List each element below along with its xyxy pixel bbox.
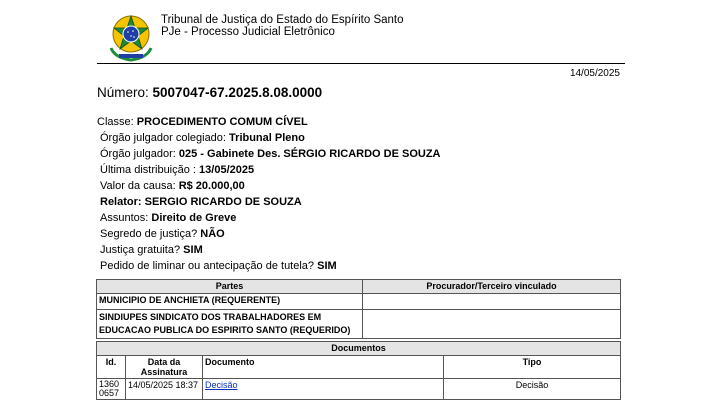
field-label: Justiça gratuita? [100,244,181,256]
field-label: Classe: [97,116,134,128]
field-orgao-julgador [97,146,441,162]
table-row [97,294,621,310]
procurador-column-header: Procurador/Terceiro vinculado [363,280,621,294]
doc-id-cell: 13600657 [97,379,126,400]
doc-type-cell: Decisão [444,379,621,400]
id-column-header: Id. [97,356,126,379]
documentos-header-row [97,356,621,379]
field-classe [97,114,441,130]
partes-header-row [97,280,621,294]
field-value: PROCEDIMENTO COMUM CÍVEL [136,116,308,128]
table-row [97,379,621,400]
documento-column-header: Documento [203,356,444,379]
tipo-column-header: Tipo [444,356,621,379]
court-name: Tribunal de Justiça do Estado do Espírito Santo [161,14,404,26]
field-value: SERGIO RICARDO DE SOUZA [144,196,302,208]
documentos-caption-row [97,342,621,356]
field-value: Direito de Greve [151,212,237,224]
partes-column-header: Partes [97,280,363,294]
process-number-label: Número: [97,85,149,100]
field-value: Tribunal Pleno [229,132,305,144]
field-label: Pedido de liminar ou antecipação de tutela? [100,260,315,272]
system-name: PJe - Processo Judicial Eletrônico [161,26,335,38]
field-label: Órgão julgador: [100,148,176,160]
field-relator [97,194,441,210]
field-label: Última distribuição : [100,164,196,176]
process-number [97,85,322,100]
parte-cell: SINDIUPES SINDICATO DOS TRABALHADORES EM EDUCACAO PUBLICA DO ESPIRITO SANTO (REQUERIDO) [97,310,363,339]
field-label: Órgão julgador colegiado: [100,132,226,144]
field-label: Relator: [100,196,142,208]
document-date: 14/05/2025 [569,68,620,79]
field-value: 025 - Gabinete Des. SÉRGIO RICARDO DE SOUZA [178,148,441,160]
field-value: NÃO [200,228,225,240]
documentos-table [96,341,621,400]
document-link[interactable]: Decisão [205,380,238,390]
partes-table [96,279,621,339]
procurador-cell [363,310,621,339]
field-ultima-distribuicao [97,162,441,178]
brazil-coat-of-arms-icon [105,10,157,62]
data-column-header: Data da Assinatura [126,356,203,379]
field-label: Valor da causa: [100,180,176,192]
field-value: R$ 20.000,00 [178,180,245,192]
parte-cell: MUNICIPIO DE ANCHIETA (REQUERENTE) [97,294,363,310]
process-number-value: 5007047-67.2025.8.08.0000 [152,85,323,100]
documentos-caption: Documentos [97,342,621,356]
header-divider [97,63,625,64]
doc-date-cell: 14/05/2025 18:37 [126,379,203,400]
procurador-cell [363,294,621,310]
document-header [97,8,625,65]
court-info [161,14,404,38]
field-label: Segredo de justiça? [100,228,198,240]
doc-name-cell [203,379,444,400]
table-row [97,310,621,339]
process-fields [97,114,441,274]
field-justica-gratuita [97,242,441,258]
field-value: 13/05/2025 [199,164,255,176]
field-label: Assuntos: [100,212,149,224]
field-valor-causa [97,178,441,194]
field-pedido-liminar [97,258,441,274]
field-value: SIM [183,244,203,256]
field-value: SIM [317,260,337,272]
field-assuntos [97,210,441,226]
field-segredo-justica [97,226,441,242]
field-orgao-colegiado [97,130,441,146]
